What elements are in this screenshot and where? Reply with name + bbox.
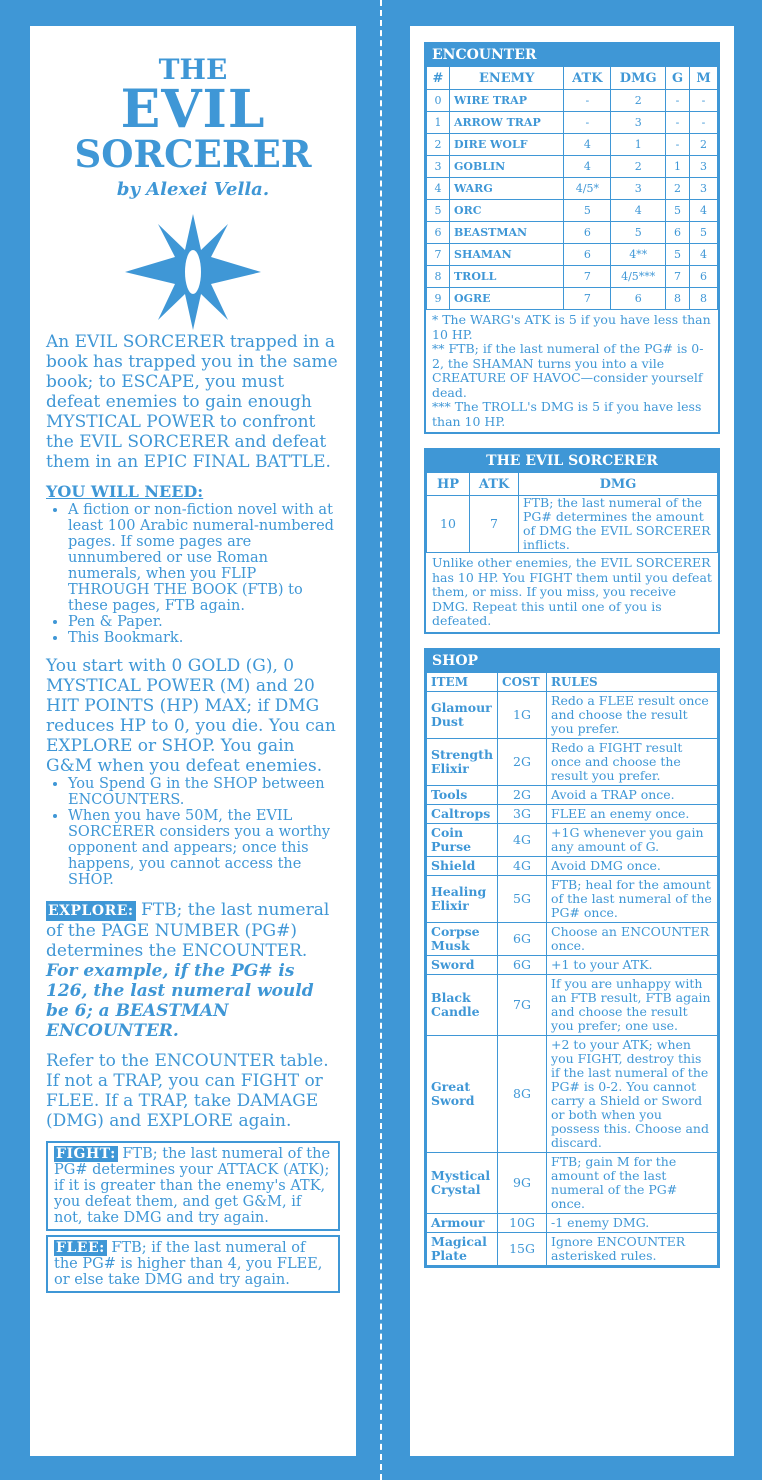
shop-item-rule: FTB; heal for the amount of the last numeral of the PG# once. (547, 875, 718, 922)
need-list (46, 502, 340, 646)
shop-row (427, 1213, 718, 1232)
rules-panel (30, 26, 356, 1456)
encounter-cell: 3 (427, 156, 450, 178)
sorcerer-block (424, 448, 720, 634)
encounter-note: * The WARG's ATK is 5 if you have less than 10 HP. (432, 312, 711, 342)
shop-item-cost: 3G (498, 804, 547, 823)
shop-row (427, 804, 718, 823)
shop-item-name: Great Sword (427, 1035, 498, 1152)
shop-item-cost: 10G (498, 1213, 547, 1232)
encounter-cell: 4/5*** (611, 266, 666, 288)
shop-item-name: Coin Purse (427, 823, 498, 856)
encounter-cell: 1 (611, 134, 666, 156)
sorcerer-dmg: FTB; the last numeral of the PG# determines the amount of DMG the EVIL SORCERER inflicts. (519, 496, 718, 553)
encounter-cell: 6 (611, 288, 666, 310)
enemy-name: DIRE WOLF (450, 134, 564, 156)
shop-item-rule: +2 to your ATK; when you FIGHT, destroy this if the last numeral of the PG# is 0-2. You cannot carry a Shield or Sword or both when you possess this. Choose and discard. (547, 1035, 718, 1152)
sorcerer-header: ATK (470, 473, 519, 496)
shop-item-cost: 5G (498, 875, 547, 922)
refer-text: Refer to the ENCOUNTER table. If not a TRAP, you can FIGHT or FLEE. If a TRAP, take DAMAGE (DMG) and EXPLORE again. (46, 1051, 329, 1131)
sorcerer-header: HP (427, 473, 470, 496)
encounter-cell: 3 (611, 112, 666, 134)
shop-header: ITEM (427, 672, 498, 691)
flee-text: FTB; if the last numeral of the PG# is higher than 4, you FLEE, or else take DMG and try again. (54, 1240, 323, 1288)
encounter-table (426, 66, 718, 310)
encounter-title: ENCOUNTER (426, 44, 718, 66)
shop-title: SHOP (426, 650, 718, 672)
encounter-header: ATK (564, 67, 611, 90)
shop-item-cost: 6G (498, 955, 547, 974)
encounter-cell: - (666, 112, 690, 134)
encounter-cell: 5 (666, 244, 690, 266)
encounter-cell: 5 (690, 222, 718, 244)
encounter-cell: 4** (611, 244, 666, 266)
shop-item-rule: FLEE an enemy once. (547, 804, 718, 823)
shop-item-name: Glamour Dust (427, 691, 498, 738)
encounter-cell: 8 (666, 288, 690, 310)
shop-item-name: Strength Elixir (427, 738, 498, 785)
encounter-cell: 3 (690, 178, 718, 200)
encounter-cell: 4 (564, 134, 611, 156)
shop-item-rule: Avoid a TRAP once. (547, 785, 718, 804)
need-item: • A fiction or non-fiction novel with at least 100 Arabic numeral-numbered pages. If some pages are unnumbered or use Roman numerals, when you FLIP THROUGH THE BOOK (FTB) to these pages, FTB again. (68, 502, 340, 614)
shop-row (427, 738, 718, 785)
enemy-name: ORC (450, 200, 564, 222)
encounter-row (427, 134, 718, 156)
shop-item-cost: 15G (498, 1232, 547, 1265)
encounter-cell: 2 (666, 178, 690, 200)
encounter-row (427, 200, 718, 222)
encounter-cell: 4 (564, 156, 611, 178)
encounter-row (427, 288, 718, 310)
encounter-cell: 7 (564, 266, 611, 288)
sorcerer-hp: 10 (427, 496, 470, 553)
encounter-header: G (666, 67, 690, 90)
encounter-cell: - (564, 90, 611, 112)
fight-text: FTB; the last numeral of the PG# determines your ATTACK (ATK); if it is greater than the enemy's ATK, you defeat them, and get G&M, if not, take DMG and try again. (54, 1146, 331, 1226)
explore-text: FTB; the last numeral of the PAGE NUMBER (PG#) determines the ENCOUNTER. (46, 900, 330, 961)
shop-item-cost: 1G (498, 691, 547, 738)
enemy-name: TROLL (450, 266, 564, 288)
encounter-cell: 8 (690, 288, 718, 310)
need-item: • This Bookmark. (68, 630, 340, 646)
shop-item-cost: 9G (498, 1152, 547, 1213)
enemy-name: SHAMAN (450, 244, 564, 266)
encounter-cell: 7 (427, 244, 450, 266)
encounter-cell: - (690, 90, 718, 112)
shop-item-rule: FTB; gain M for the amount of the last numeral of the PG# once. (547, 1152, 718, 1213)
explore-tag: EXPLORE: (48, 903, 134, 919)
encounter-cell: 5 (427, 200, 450, 222)
intro-text: An EVIL SORCERER trapped in a book has trapped you in the same book; to ESCAPE, you must defeat enemies to gain enough MYSTICAL POWER to confront the EVIL SORCERER and defeat them in an EPIC FINAL BATTLE. (46, 332, 338, 472)
shop-item-rule: Choose an ENCOUNTER once. (547, 922, 718, 955)
shop-row (427, 691, 718, 738)
tables-panel (410, 26, 734, 1456)
encounter-cell: 2 (611, 156, 666, 178)
shop-item-name: Mystical Crystal (427, 1152, 498, 1213)
title-line-2: EVIL (120, 79, 266, 140)
cut-line (380, 0, 382, 1480)
shop-row (427, 785, 718, 804)
encounter-row (427, 112, 718, 134)
need-heading: YOU WILL NEED: (46, 482, 204, 501)
shop-item-cost: 8G (498, 1035, 547, 1152)
start-item: • You Spend G in the SHOP between ENCOUNTERS. (68, 776, 340, 808)
shop-item-cost: 4G (498, 856, 547, 875)
sorcerer-note: Unlike other enemies, the EVIL SORCERER has 10 HP. You FIGHT them until you defeat them, or miss. If you miss, you receive DMG. Repeat this until one of you is defeated. (432, 555, 712, 628)
need-item: • Pen & Paper. (68, 614, 340, 630)
enemy-name: OGRE (450, 288, 564, 310)
encounter-cell: 1 (427, 112, 450, 134)
encounter-cell: 7 (666, 266, 690, 288)
encounter-cell: 2 (611, 90, 666, 112)
fight-box (46, 1141, 340, 1231)
encounter-cell: 5 (666, 200, 690, 222)
encounter-notes (426, 310, 718, 432)
encounter-cell: 6 (666, 222, 690, 244)
encounter-cell: 6 (564, 244, 611, 266)
encounter-cell: 0 (427, 90, 450, 112)
encounter-cell: 1 (666, 156, 690, 178)
sorcerer-header: DMG (519, 473, 718, 496)
fight-tag: FIGHT: (56, 1146, 116, 1162)
title-line-1: THE (158, 53, 228, 86)
byline: by Alexei Vella. (116, 179, 270, 200)
encounter-cell: 6 (427, 222, 450, 244)
explore-example: For example, if the PG# is 126, the last numeral would be 6; a BEASTMAN ENCOUNTER. (46, 961, 314, 1041)
shop-item-rule: Redo a FLEE result once and choose the result you prefer. (547, 691, 718, 738)
shop-block (424, 648, 720, 1268)
encounter-cell: 3 (690, 156, 718, 178)
start-item: • When you have 50M, the EVIL SORCERER considers you a worthy opponent and appears; once this happens, you cannot access the SHOP. (68, 808, 340, 888)
shop-item-cost: 7G (498, 974, 547, 1035)
start-text: You start with 0 GOLD (G), 0 MYSTICAL POWER (M) and 20 HIT POINTS (HP) MAX; if DMG reduces HP to 0, you die. You can EXPLORE or SHOP. You gain G&M when you defeat enemies. (46, 656, 336, 776)
encounter-block (424, 42, 720, 434)
encounter-header: M (690, 67, 718, 90)
encounter-row (427, 266, 718, 288)
enemy-name: WIRE TRAP (450, 90, 564, 112)
encounter-cell: 4 (427, 178, 450, 200)
shop-table (426, 672, 718, 1266)
encounter-cell: 6 (690, 266, 718, 288)
title-line-3: SORCERER (74, 132, 312, 176)
flee-box (46, 1235, 340, 1293)
shop-item-rule: +1G whenever you gain any amount of G. (547, 823, 718, 856)
encounter-cell: 6 (564, 222, 611, 244)
shop-item-cost: 2G (498, 738, 547, 785)
encounter-cell: 9 (427, 288, 450, 310)
shop-item-name: Corpse Musk (427, 922, 498, 955)
shop-item-rule: If you are unhappy with an FTB result, FTB again and choose the result you prefer; one use. (547, 974, 718, 1035)
enemy-name: BEASTMAN (450, 222, 564, 244)
shop-item-rule: Ignore ENCOUNTER asterisked rules. (547, 1232, 718, 1265)
encounter-header: ENEMY (450, 67, 564, 90)
shop-item-name: Armour (427, 1213, 498, 1232)
explore-section (46, 900, 340, 1041)
shop-item-name: Magical Plate (427, 1232, 498, 1265)
encounter-cell: 4 (690, 244, 718, 266)
shop-item-rule: Redo a FIGHT result once and choose the result you prefer. (547, 738, 718, 785)
encounter-cell: - (564, 112, 611, 134)
shop-item-name: Tools (427, 785, 498, 804)
shop-row (427, 922, 718, 955)
shop-item-name: Caltrops (427, 804, 498, 823)
shop-item-rule: +1 to your ATK. (547, 955, 718, 974)
shop-item-name: Sword (427, 955, 498, 974)
shop-header-row (427, 672, 718, 691)
encounter-cell: 8 (427, 266, 450, 288)
shop-item-name: Healing Elixir (427, 875, 498, 922)
encounter-row (427, 90, 718, 112)
encounter-cell: 4 (611, 200, 666, 222)
encounter-cell: 2 (427, 134, 450, 156)
encounter-cell: - (666, 90, 690, 112)
rules-body (32, 332, 354, 1293)
encounter-row (427, 156, 718, 178)
encounter-header-row (427, 67, 718, 90)
shop-item-name: Shield (427, 856, 498, 875)
starburst-icon (123, 212, 263, 332)
shop-header: COST (498, 672, 547, 691)
encounter-cell: 5 (564, 200, 611, 222)
shop-item-cost: 2G (498, 785, 547, 804)
encounter-row (427, 222, 718, 244)
shop-item-cost: 4G (498, 823, 547, 856)
encounter-cell: 5 (611, 222, 666, 244)
shop-row (427, 1152, 718, 1213)
encounter-row (427, 244, 718, 266)
sorcerer-title: THE EVIL SORCERER (426, 450, 718, 472)
encounter-header: # (427, 67, 450, 90)
shop-row (427, 875, 718, 922)
shop-row (427, 955, 718, 974)
shop-row (427, 974, 718, 1035)
enemy-name: ARROW TRAP (450, 112, 564, 134)
encounter-cell: - (690, 112, 718, 134)
shop-item-rule: Avoid DMG once. (547, 856, 718, 875)
start-list (46, 776, 340, 888)
enemy-name: WARG (450, 178, 564, 200)
enemy-name: GOBLIN (450, 156, 564, 178)
encounter-cell: 4/5* (564, 178, 611, 200)
shop-row (427, 1035, 718, 1152)
shop-header: RULES (547, 672, 718, 691)
encounter-cell: 2 (690, 134, 718, 156)
sorcerer-atk: 7 (470, 496, 519, 553)
encounter-note: *** The TROLL's DMG is 5 if you have less than 10 HP. (432, 399, 702, 429)
sorcerer-table (426, 472, 718, 553)
shop-item-rule: -1 enemy DMG. (547, 1213, 718, 1232)
encounter-cell: 7 (564, 288, 611, 310)
encounter-note: ** FTB; if the last numeral of the PG# is 0-2, the SHAMAN turns you into a vile CREATURE OF HAVOC—consider yourself dead. (432, 341, 704, 400)
shop-row (427, 856, 718, 875)
encounter-cell: 3 (611, 178, 666, 200)
shop-row (427, 1232, 718, 1265)
shop-item-name: Black Candle (427, 974, 498, 1035)
flee-tag: FLEE: (56, 1240, 105, 1256)
encounter-cell: - (666, 134, 690, 156)
shop-item-cost: 6G (498, 922, 547, 955)
encounter-header: DMG (611, 67, 666, 90)
encounter-cell: 4 (690, 200, 718, 222)
encounter-row (427, 178, 718, 200)
shop-row (427, 823, 718, 856)
